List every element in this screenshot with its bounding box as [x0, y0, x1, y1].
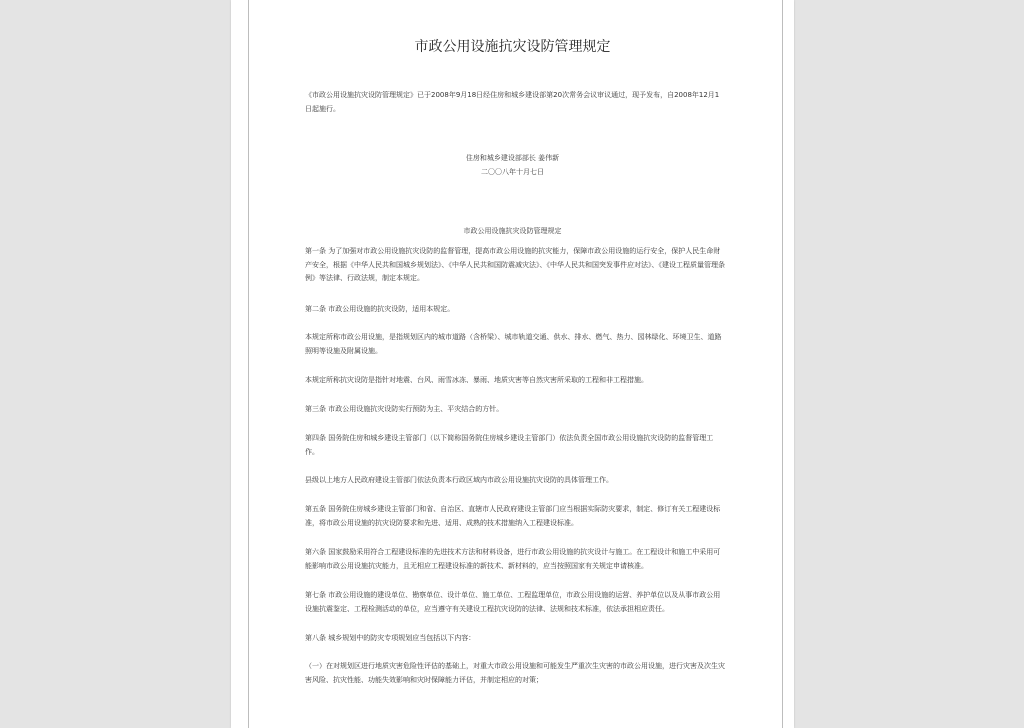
- issue-date: 二〇〇八年十月七日: [481, 168, 544, 176]
- intro-paragraph: 《市政公用设施抗灾设防管理规定》已于2008年9月18日经住房和城乡建设部第20次常务会议审议通过，现予发布，自2008年12月1日起施行。: [305, 91, 720, 113]
- article-7: 第七条 市政公用设施的建设单位、勘察单位、设计单位、施工单位、工程监理单位，市政公用设施的运营、养护单位以及从事市政公用设施抗震鉴定、工程检测活动的单位，应当遵守有关建设工程抗灾设防的法律、法规和技术标准，依法承担相应责任。: [305, 591, 721, 613]
- article-8-item-1: （一）在对规划区进行地质灾害危险性评估的基础上，对重大市政公用设施和可能发生严重次生灾害的市政公用设施，进行灾害及次生灾害风险、抗灾性能、功能失效影响和灾时保障能力评估，并制定相应的对策；: [305, 662, 725, 684]
- article-5: 第五条 国务院住房城乡建设主管部门和省、自治区、直辖市人民政府建设主管部门应当根据实际防灾要求，制定、修订有关工程建设标准，将市政公用设施的抗灾设防要求和先进、适用、成熟的技术措施纳入工程建设标准。: [305, 505, 721, 527]
- article-3: 第三条 市政公用设施抗灾设防实行预防为主、平灾结合的方针。: [305, 405, 504, 413]
- page-margin-line: [782, 0, 783, 728]
- regulation-subtitle: 市政公用设施抗灾设防管理规定: [463, 227, 562, 235]
- article-1: 第一条 为了加强对市政公用设施抗灾设防的监督管理，提高市政公用设施的抗灾能力，保障市政公用设施的运行安全，保护人民生命财产安全，根据《中华人民共和国城乡规划法》、《中华人民共和国防震减灾法》、《中华人民共和国突发事件应对法》、《建设工程质量管理条例》等法律、行政法规，制定本规定。: [305, 247, 725, 282]
- article-4-paragraph: 县级以上地方人民政府建设主管部门依法负责本行政区域内市政公用设施抗灾设防的具体管理工作。: [305, 476, 613, 484]
- signatory: 住房和城乡建设部部长 姜伟新: [465, 154, 560, 162]
- definition-paragraph: 本规定所称市政公用设施，是指规划区内的城市道路（含桥梁）、城市轨道交通、供水、排水、燃气、热力、园林绿化、环境卫生、道路照明等设施及附属设施。: [305, 333, 722, 355]
- article-6: 第六条 国家鼓励采用符合工程建设标准的先进技术方法和材料设备，进行市政公用设施的抗灾设计与施工。在工程设计和施工中采用可能影响市政公用设施抗灾能力，且无相应工程建设标准的新技术、新材料的，应当按照国家有关规定申请核准。: [305, 548, 721, 570]
- article-8: 第八条 城乡规划中的防灾专项规划应当包括以下内容：: [305, 634, 476, 642]
- article-2: 第二条 市政公用设施的抗灾设防，适用本规定。: [305, 305, 455, 313]
- document-title: 市政公用设施抗灾设防管理规定: [414, 39, 611, 55]
- article-4: 第四条 国务院住房和城乡建设主管部门（以下简称国务院住房城乡建设主管部门）依法负责全国市政公用设施抗灾设防的监督管理工作。: [305, 434, 714, 456]
- definition-paragraph: 本规定所称抗灾设防是指针对地震、台风、雨雪冰冻、暴雨、地质灾害等自然灾害所采取的工程和非工程措施。: [305, 376, 648, 384]
- page-margin-line: [248, 0, 249, 728]
- document-page: [231, 0, 794, 728]
